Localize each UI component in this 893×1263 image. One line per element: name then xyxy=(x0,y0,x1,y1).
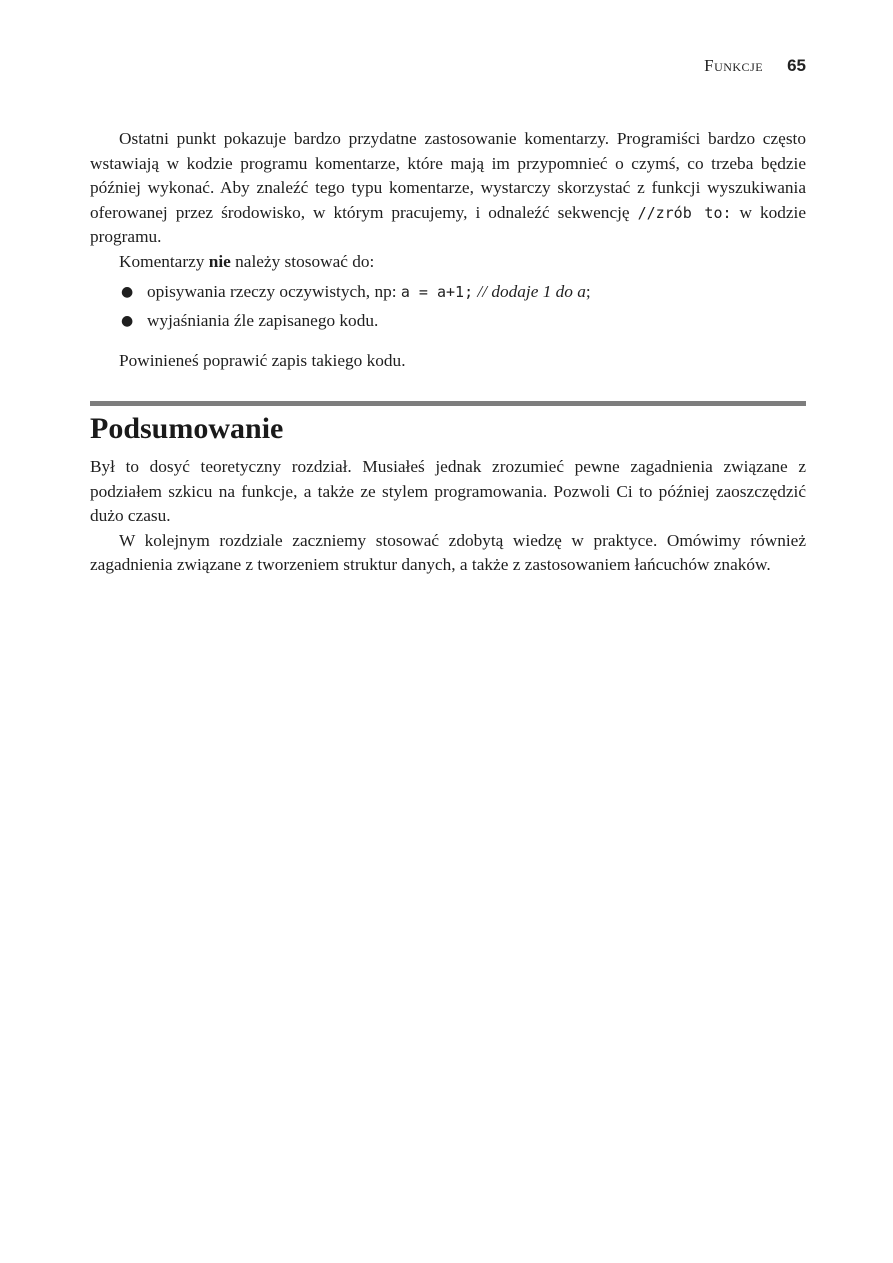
list-item-text: opisywania rzeczy oczywistych, np: xyxy=(147,281,401,301)
bullet-list xyxy=(90,280,806,334)
rule-text-end: należy stosować do: xyxy=(230,251,375,271)
code-comment: // dodaje 1 do a xyxy=(473,281,586,301)
page-number: 65 xyxy=(787,56,806,75)
book-page xyxy=(90,0,806,1263)
rule-emphasis: nie xyxy=(208,251,231,271)
list-item xyxy=(90,309,806,334)
summary-paragraph: W kolejnym rozdziale zaczniemy stosować zdobytą wiedzę w praktyce. Omówimy również zagadnienia związane z tworzeniem struktur danych, a także z zastosowaniem łańcuchów znaków. xyxy=(90,530,806,575)
header-section-title: Funkcje xyxy=(704,56,764,75)
section-heading: Podsumowanie xyxy=(90,412,284,445)
content-block-comments xyxy=(90,127,806,373)
bullet-icon: ● xyxy=(121,313,134,330)
rule-text-start: Komentarzy xyxy=(119,251,209,271)
inline-code-todo: //zrób to: xyxy=(637,203,732,222)
list-item-end: ; xyxy=(585,281,591,301)
inline-code-example: a = a+1; xyxy=(400,282,474,301)
content-block-summary xyxy=(90,455,806,578)
summary-paragraph: Był to dosyć teoretyczny rozdział. Musiałeś jednak zrozumieć pewne zagadnienia związane z podziałem szkicu na funkcje, a także ze stylem programowania. Pozwoli Ci to później zaoszczędzić dużo czasu. xyxy=(90,457,806,526)
closing-paragraph: Powinieneś poprawić zapis takiego kodu. xyxy=(119,350,406,370)
running-header xyxy=(704,56,806,76)
intro-text-end: w kodzie programu. xyxy=(90,202,807,247)
bullet-icon: ● xyxy=(121,283,134,300)
list-item-text: wyjaśniania źle zapisanego kodu. xyxy=(147,311,379,331)
section-divider xyxy=(90,401,806,406)
rule-paragraph xyxy=(90,250,806,275)
intro-paragraph xyxy=(90,127,806,250)
list-item xyxy=(90,280,806,305)
intro-text: Ostatni punkt pokazuje bardzo przydatne zastosowanie komentarzy. Programiści bardzo często wstawiają w kodzie programu komentarze, które mają im przypomnieć o czymś, co trzeba będzie później wykonać. Aby znaleźć tego typu komentarze, wystarczy skorzystać z funkcji wyszukiwania oferowanej przez środowisko, w którym pracujemy, i odnaleźć sekwencję xyxy=(90,129,806,222)
